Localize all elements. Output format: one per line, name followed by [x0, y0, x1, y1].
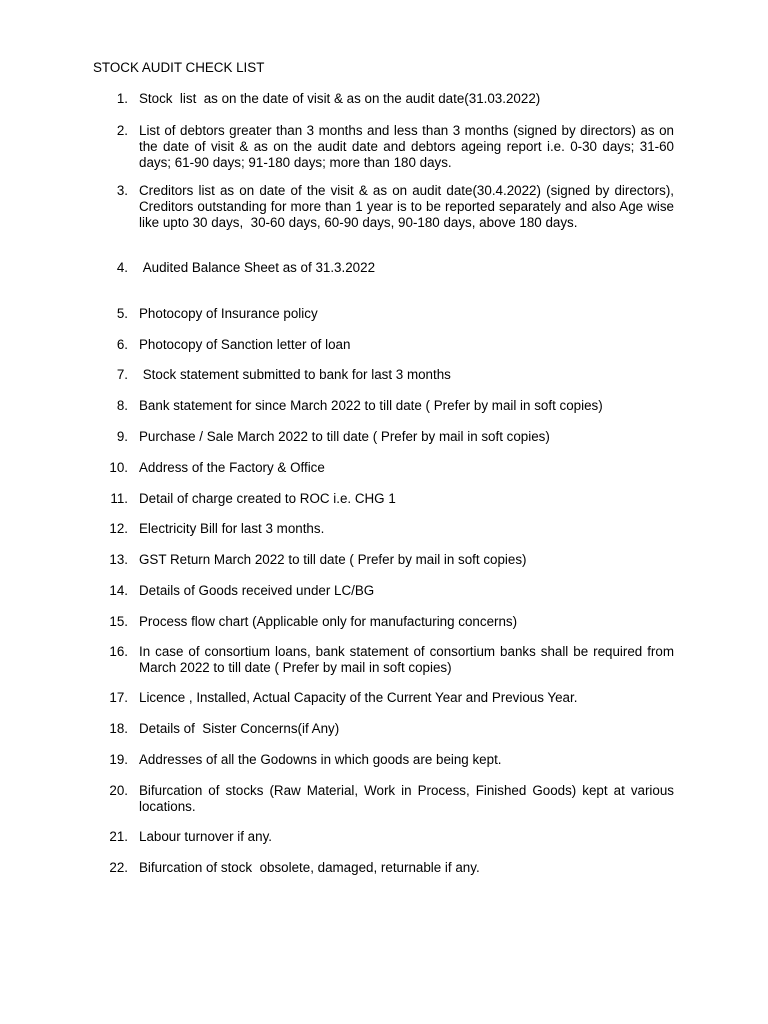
item-text: Stock statement submitted to bank for last 3 months — [139, 367, 451, 382]
item-text: Photocopy of Sanction letter of loan — [139, 337, 351, 352]
item-text: Bifurcation of stock obsolete, damaged, returnable if any. — [139, 860, 480, 875]
item-number: 19. — [109, 752, 128, 767]
item-text: Process flow chart (Applicable only for manufacturing concerns) — [139, 614, 518, 629]
item-number: 8. — [116, 398, 128, 413]
item-text: Purchase / Sale March 2022 to till date ( Prefer by mail in soft copies) — [139, 429, 550, 444]
item-number: 5. — [116, 306, 128, 321]
item-number: 7. — [116, 367, 128, 382]
item-text: List of debtors greater than 3 months and less than 3 months (signed by directors) as on the date of visit & as on the audit date and debtors ageing report i.e. 0-30 days; 31-60 days; 61-90 days; 91-180 days; more than 180 days. — [139, 123, 678, 170]
item-text: Audited Balance Sheet as of 31.3.2022 — [139, 260, 376, 275]
item-number: 18. — [109, 721, 128, 736]
item-text: Electricity Bill for last 3 months. — [139, 521, 325, 536]
item-number: 9. — [116, 429, 128, 444]
item-number: 15. — [109, 614, 128, 629]
item-text: Details of Sister Concerns(if Any) — [139, 721, 340, 736]
item-number: 14. — [109, 583, 128, 598]
item-text: Detail of charge created to ROC i.e. CHG 1 — [139, 491, 396, 506]
item-text: Licence , Installed, Actual Capacity of the Current Year and Previous Year. — [139, 690, 578, 705]
item-text: Photocopy of Insurance policy — [139, 306, 318, 321]
item-number: 2. — [116, 123, 128, 138]
item-text: Stock list as on the date of visit & as on the audit date(31.03.2022) — [139, 91, 541, 106]
item-number: 13. — [109, 552, 128, 567]
document-title: STOCK AUDIT CHECK LIST — [93, 60, 265, 75]
item-number: 22. — [109, 860, 128, 875]
item-number: 17. — [109, 690, 128, 705]
item-number: 1. — [116, 91, 128, 106]
item-number: 4. — [116, 260, 128, 275]
item-text: Addresses of all the Godowns in which goods are being kept. — [139, 752, 502, 767]
item-text: In case of consortium loans, bank statement of consortium banks shall be required from March 2022 to till date ( Prefer by mail in soft copies) — [139, 644, 678, 675]
item-number: 11. — [110, 491, 128, 506]
item-text: Bifurcation of stocks (Raw Material, Work in Process, Finished Goods) kept at various locations. — [139, 783, 678, 814]
item-number: 12. — [109, 521, 128, 536]
item-text: Address of the Factory & Office — [139, 460, 325, 475]
item-text: Details of Goods received under LC/BG — [139, 583, 375, 598]
item-text: Bank statement for since March 2022 to till date ( Prefer by mail in soft copies) — [139, 398, 603, 413]
item-number: 6. — [116, 337, 128, 352]
item-text: Labour turnover if any. — [139, 829, 272, 844]
item-text: Creditors list as on date of the visit & as on audit date(30.4.2022) (signed by directors), Creditors outstanding for more than 1 year is to be reported separately and also Age wise like upto 30 days, 30-60 days, 60-90 days, 90-180 days, above 180 days. — [139, 183, 678, 230]
item-number: 16. — [109, 644, 128, 659]
item-number: 21. — [109, 829, 128, 844]
item-number: 20. — [109, 783, 128, 798]
item-text: GST Return March 2022 to till date ( Prefer by mail in soft copies) — [139, 552, 527, 567]
item-number: 3. — [116, 183, 128, 198]
item-number: 10. — [109, 460, 128, 475]
